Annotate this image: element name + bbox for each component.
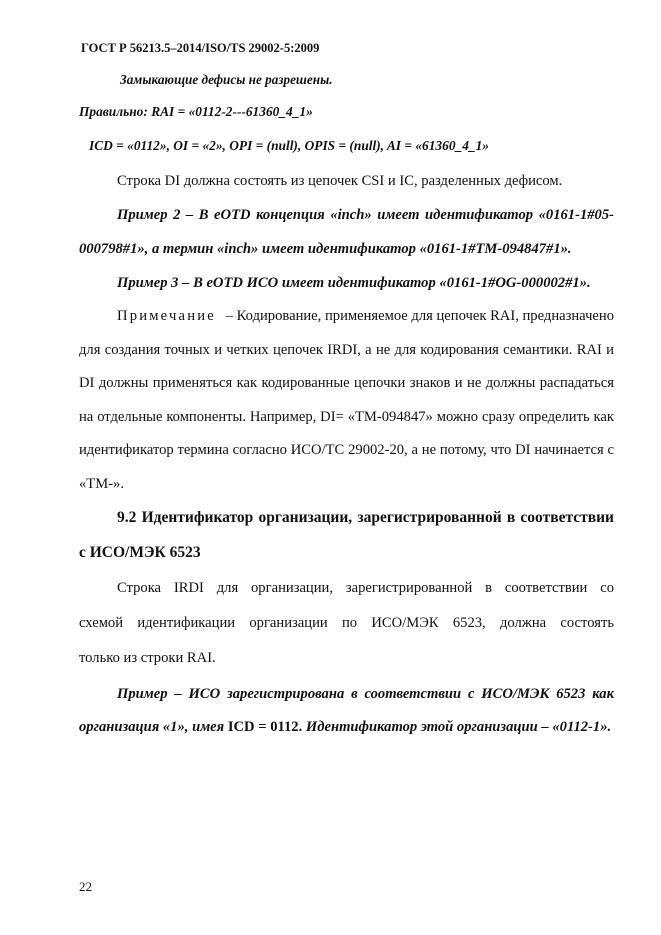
- note-line-5: идентификатор термина согласно ИСО/ТС 29002-20, а не потому, что DI начинается с: [79, 442, 614, 458]
- example-2-line-2: 000798#1», а термин «inch» имеет идентификатор «0161-1#TM-094847#1».: [79, 241, 572, 257]
- example-2-line-1: Пример 2 – В eOTD концепция «inch» имеет идентификатор «0161-1#05-: [117, 207, 614, 223]
- note-line-1: [117, 306, 614, 326]
- note-line-4: на отдельные компоненты. Например, DI= «TM-094847» можно сразу определить как: [79, 409, 614, 425]
- note-line-6: «TM-».: [79, 476, 124, 492]
- final-example-part-c: Идентификатор этой организации – «0112-1».: [305, 719, 612, 735]
- correct-label: Правильно:: [79, 104, 148, 119]
- note-label: Примечание: [117, 308, 216, 324]
- final-example-part-a: организация «1», имея: [79, 719, 225, 735]
- section-title-line-1: 9.2 Идентификатор организации, зарегистрированной в соответствии: [117, 509, 614, 526]
- correct-value: RAI = «0112-2---61360_4_1»: [151, 104, 313, 119]
- body-line-2: схемой идентификации организации по ИСО/МЭК 6523, должна состоять: [79, 615, 614, 631]
- section-title-line-2: с ИСО/МЭК 6523: [79, 544, 201, 561]
- correct-rai-example: [79, 102, 313, 122]
- rai-components: ICD = «0112», OI = «2», OPI = (null), OPIS = (null), AI = «61360_4_1»: [89, 138, 489, 153]
- document-header: ГОСТ Р 56213.5–2014/ISO/TS 29002-5:2009: [81, 41, 320, 55]
- final-example-line-1: Пример – ИСО зарегистрирована в соответствии с ИСО/МЭК 6523 как: [117, 686, 614, 702]
- note-line-2: для создания точных и четких цепочек IRDI, а не для кодирования семантики. RAI и: [79, 342, 614, 358]
- trailing-hyphens-note: Замыкающие дефисы не разрешены.: [120, 72, 333, 87]
- body-line-3: только из строки RAI.: [79, 650, 216, 666]
- final-example-icd: ICD = 0112.: [227, 719, 303, 735]
- di-paragraph: Строка DI должна состоять из цепочек CSI и IC, разделенных дефисом.: [117, 173, 563, 189]
- note-line-3: DI должны применяться как кодированные цепочки знаков и не должны распадаться: [79, 375, 614, 391]
- final-example-line-2: [79, 717, 611, 737]
- example-3: Пример 3 – В eOTD ИСО имеет идентификатор «0161-1#OG-000002#1».: [117, 275, 591, 291]
- body-line-1: Строка IRDI для организации, зарегистрированной в соответствии со: [117, 580, 614, 596]
- page-number: 22: [79, 879, 92, 894]
- note-line-1-text: – Кодирование, применяемое для цепочек RAI, предназначено: [225, 308, 614, 324]
